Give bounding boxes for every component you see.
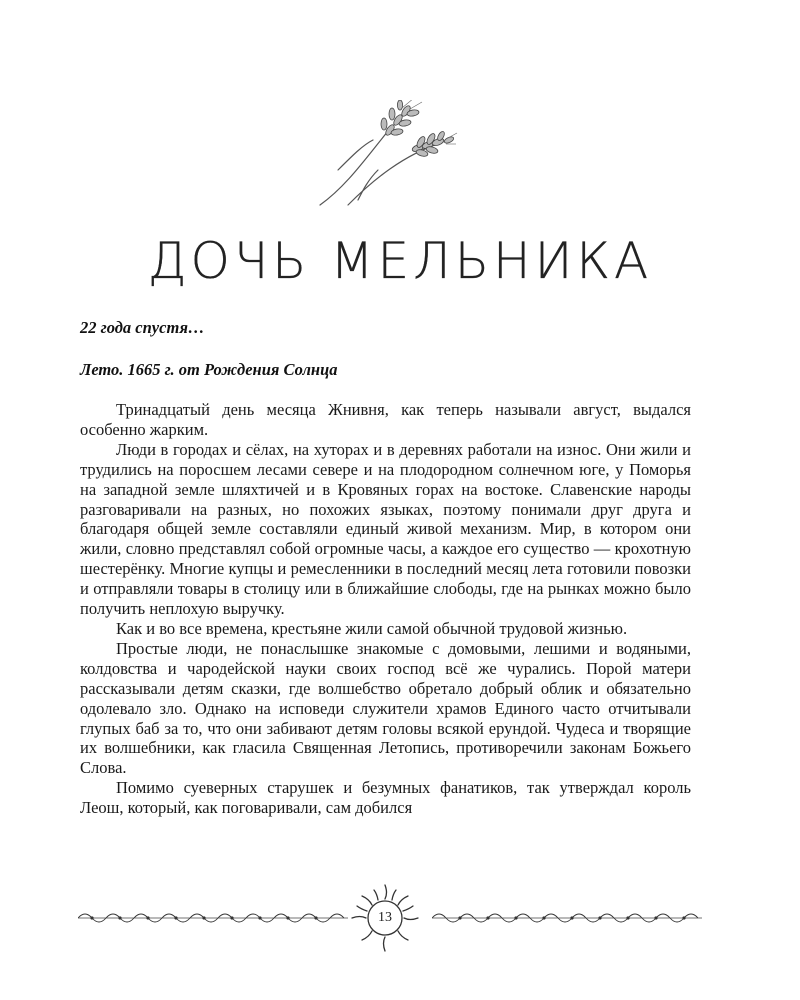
paragraph: Простые люди, не понаслышке знакомые с домовыми, лешими и водяными, колдовства и чародейской науки своих господ всё же чурались. Порой матери рассказывали детям сказки, где волшебство обретало добрый облик и обязательно одолевало зло. Однако на исповеди служители храмов Единого часто отчитывали глупых баб за то, что они забивают детям головы всякой ерундой. Чудеса и творящие их волшебники, как гласила Священная Летопись, противоречили законам Божьего Слова. [80,638,691,778]
page-footer [0,880,800,960]
page-number: 13 [378,910,392,925]
wheat-icon [318,100,458,210]
ornament-border-right [432,910,702,926]
chapter-title: ДОЧЬ МЕЛЬНИКА [147,232,653,290]
paragraph: Люди в городах и сёлах, на хуторах и в деревнях работали на износ. Они жили и трудились на поросшем лесами севере и на плодородном солнечном юге, у Поморья на западной земле шляхтичей и в Кровяных горах на востоке. Славенские народы разговаривали на разных, но похожих языках, поэтому понимали друг друга и благодаря общей земле составляли единый живой механизм. Мир, в котором они жили, словно представлял собой огромные часы, а каждое его существо — крохотную шестерёнку. Многие купцы и ремесленники в последний месяц лета готовили повозки и отправляли товары в столицу или в ближайшие слободы, где на рынках можно было получить неплохую выручку. [80,439,691,619]
paragraph: Помимо суеверных старушек и безумных фанатиков, так утверждал король Леош, который, как поговаривали, сам добился [80,778,691,818]
body-text [80,400,691,818]
paragraph: Тринадцатый день месяца Жнивня, как теперь называли август, выдался особенно жарким. [80,400,691,439]
subheading-time-skip: 22 года спустя… [80,318,205,337]
paragraph: Как и во все времена, крестьяне жили самой обычной трудовой жизнью. [116,618,628,638]
subheading-date: Лето. 1665 г. от Рождения Солнца [80,360,338,379]
ornament-border-left [78,910,348,926]
